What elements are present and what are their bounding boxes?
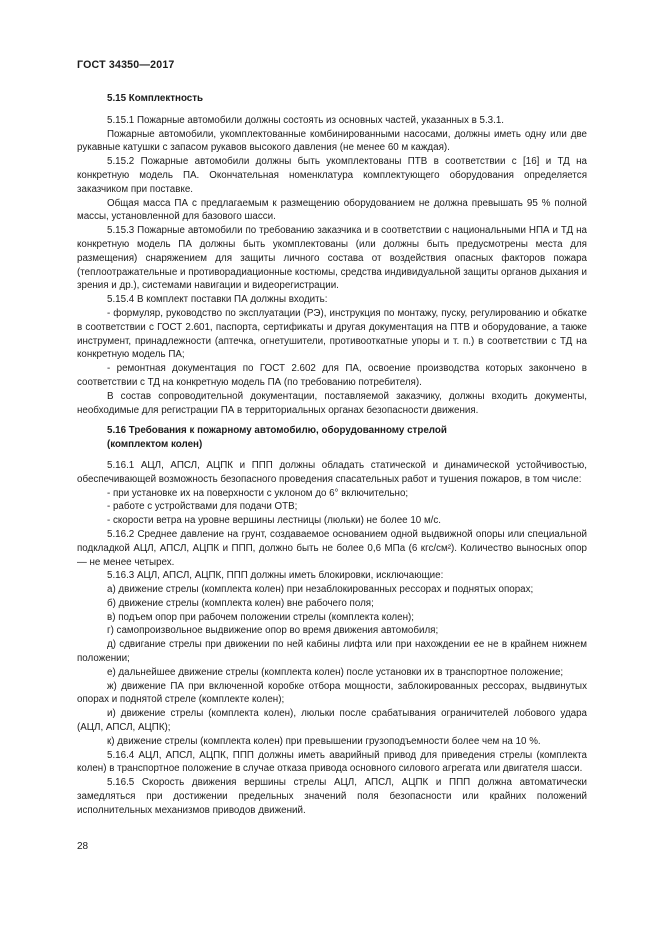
list-item: ж) движение ПА при включенной коробке отбора мощности, заблокированных рессорах, выдвинутых опорах и поднятой стреле (комплекте колен); (77, 680, 587, 706)
paragraph: 5.15.2 Пожарные автомобили должны быть укомплектованы ПТВ в соответствии с [16] и ТД на конкретную модель ПА. Окончательная номенклатура комплектующего оборудования определяется заказчиком при поставке. (77, 156, 587, 195)
list-item: к) движение стрелы (комплекта колен) при превышении грузоподъемности более чем на 10 %. (107, 735, 541, 747)
page-number: 28 (77, 841, 89, 852)
list-item: - скорости ветра на уровне вершины лестницы (люльки) не более 10 м/с. (107, 515, 442, 527)
section-5-16-title-line-2: (комплектом колен) (107, 439, 203, 451)
list-item: е) дальнейшее движение стрелы (комплекта колен) после установки их в транспортное положение; (107, 666, 564, 678)
list-item: д) сдвигание стрелы при движении по ней кабины лифта или при нахождении ее не в крайнем нижнем положении; (77, 639, 587, 665)
paragraph: Общая масса ПА с предлагаемым к размещению оборудованием не должна превышать 95 % полной массы, установленной для базового шасси. (77, 197, 587, 223)
section-5-16-title-line-1: 5.16 Требования к пожарному автомобилю, оборудованному стрелой (107, 425, 447, 437)
section-5-16-heading (77, 424, 587, 452)
section-5-15-heading: 5.15 Комплектность (107, 93, 204, 104)
paragraph: 5.16.1 АЦЛ, АПСЛ, АЦПК и ППП должны обладать статической и динамической устойчивостью, обеспечивающей возможность безопасного проведения спасательных работ и тушения пожаров, в том числе: (77, 459, 587, 485)
list-item: г) самопроизвольное выдвижение опор во время движения автомобиля; (107, 625, 439, 637)
paragraph: 5.15.3 Пожарные автомобили по требованию заказчика и в соответствии с национальными НПА и ТД на конкретную модель ПА должны быть укомплектованы (или должны быть предусмотрены места для размещения) снаряжением для защиты личного состава от воздействия опасных факторов пожара (теплоотражательные и противорадиационные костюмы, средства индивидуальной защиты органов дыхания и зрения и др.), системами навигации и видеорегистрации. (77, 225, 587, 292)
list-item: - работе с устройствами для подачи ОТВ; (107, 501, 298, 513)
paragraph: В состав сопроводительной документации, поставляемой заказчику, должны входить документы, необходимые для регистрации ПА в территориальных органах безопасности движения. (77, 390, 587, 416)
paragraph: 5.16.4 АЦЛ, АПСЛ, АЦПК, ППП должны иметь аварийный привод для приведения стрелы (комплекта колен) в транспортное положение в случае отказа привода основного силового агрегата или двигателя шасси. (77, 749, 587, 775)
paragraph: 5.16.3 АЦЛ, АПСЛ, АЦПК, ППП должны иметь блокировки, исключающие: (107, 570, 444, 582)
document-body (77, 92, 587, 818)
document-standard-header: ГОСТ 34350—2017 (77, 59, 175, 71)
paragraph: 5.16.2 Среднее давление на грунт, создаваемое основанием одной выдвижной опоры или специальной подкладкой АЦЛ, АПСЛ, АЦПК и ППП, должно быть не более 0,6 МПа (6 кгс/см²). Количество выносных опор — не менее четырех. (77, 528, 587, 568)
paragraph: 5.15.4 В комплект поставки ПА должны входить: (107, 294, 328, 306)
paragraph: Пожарные автомобили, укомплектованные комбинированными насосами, должны иметь одну или две рукавные катушки с запасом рукавов высокого давления (не менее 60 м каждая). (77, 128, 587, 154)
list-item: в) подъем опор при рабочем положении стрелы (комплекта колен); (107, 611, 414, 623)
list-item: - при установке их на поверхности с уклоном до 6° включительно; (107, 487, 409, 499)
list-item: б) движение стрелы (комплекта колен) вне рабочего поля; (107, 597, 374, 609)
list-item: - ремонтная документация по ГОСТ 2.602 для ПА, освоение производства которых закончено в соответствии с ТД на конкретную модель ПА (по требованию потребителя). (77, 363, 587, 388)
section-5-16-body (77, 459, 587, 818)
list-item: - формуляр, руководство по эксплуатации (РЭ), инструкция по монтажу, пуску, регулированию и обкатке в соответствии с ГОСТ 2.601, паспорта, сертификаты и другая документация на ПТВ и оборудование, а также инструмент, принадлежности (аптечка, огнетушители, противооткатные упоры и т. п.) в соответствии с ТД на конкретную модель ПА; (77, 307, 587, 361)
paragraph: 5.15.1 Пожарные автомобили должны состоять из основных частей, указанных в 5.3.1. (107, 114, 505, 126)
list-item: и) движение стрелы (комплекта колен), люльки после срабатывания ограничителей лобового удара (АЦЛ, АПСЛ, АЦПК); (77, 708, 587, 734)
list-item: а) движение стрелы (комплекта колен) при незаблокированных рессорах и поднятых опорах; (107, 584, 534, 596)
paragraph: 5.16.5 Скорость движения вершины стрелы АЦЛ, АПСЛ, АЦПК и ППП должна автоматически замедляться при достижении предельных значений поля безопасности или крайних положений исполнительных механизмов приводов движений. (77, 777, 587, 816)
section-5-15-body (77, 114, 587, 418)
